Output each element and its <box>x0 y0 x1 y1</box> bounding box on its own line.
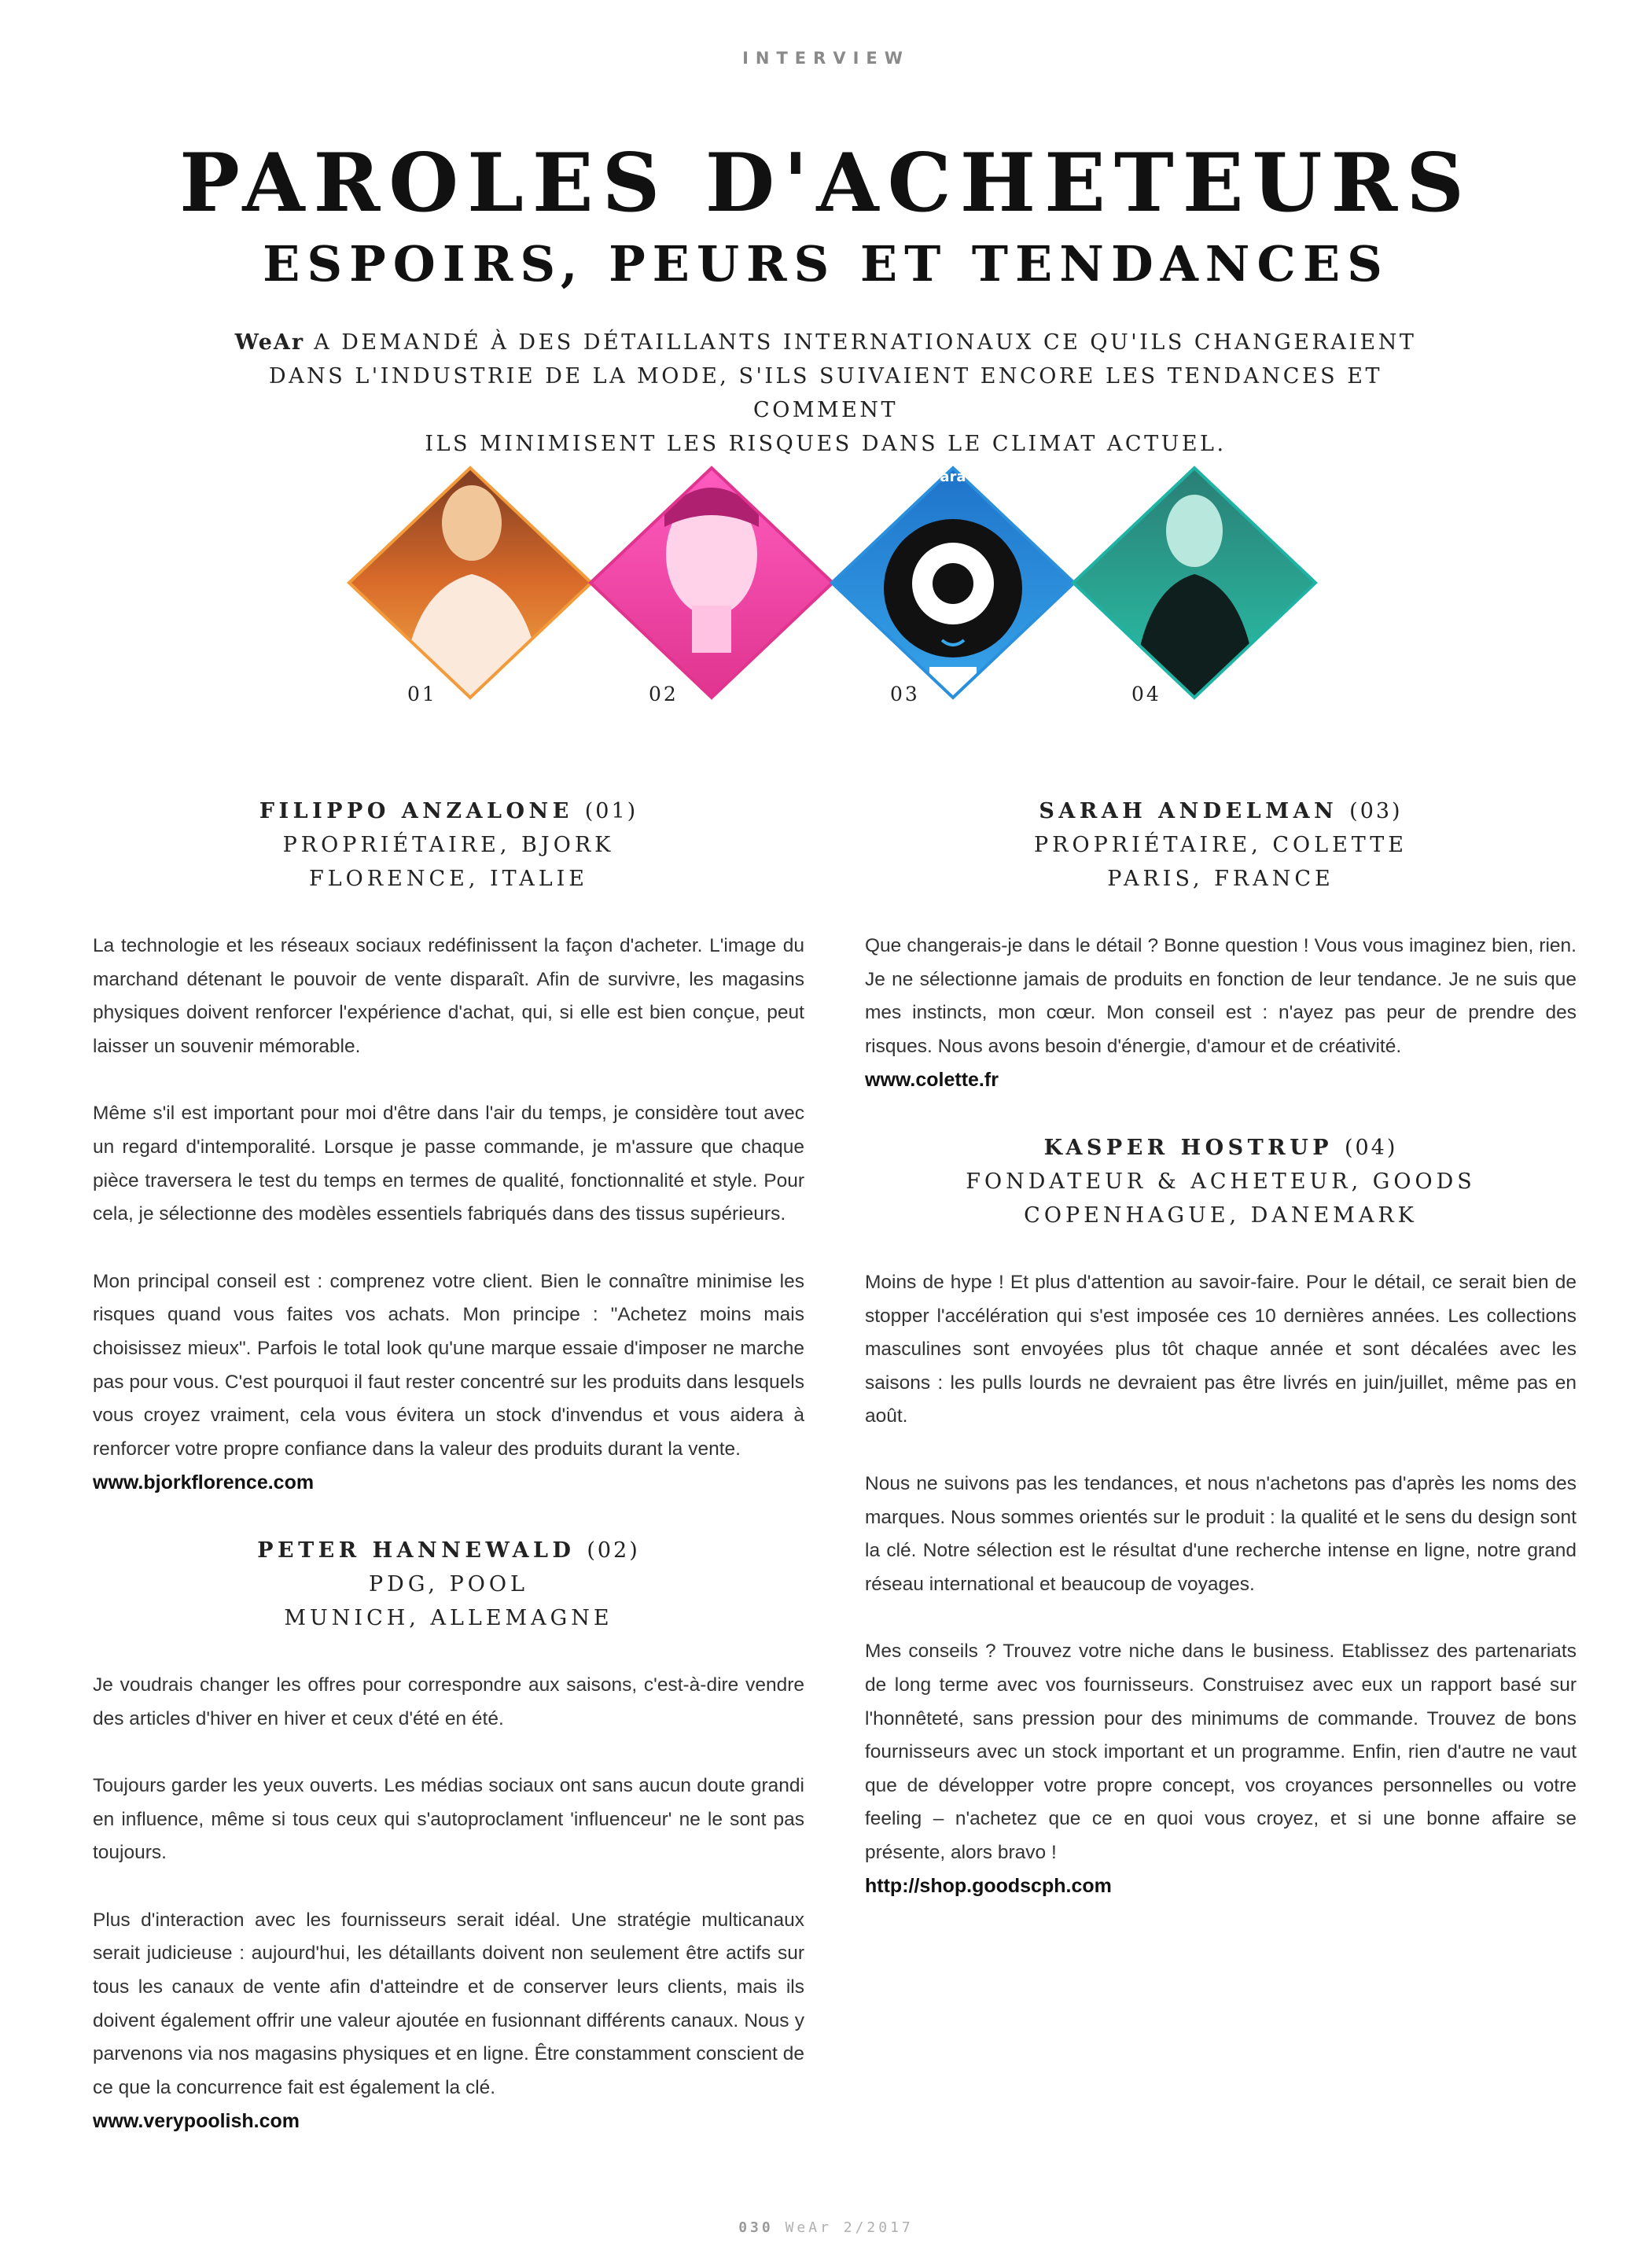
interviewee-number: (02) <box>587 1538 640 1563</box>
interview-header-kasper <box>865 1131 1577 1232</box>
paragraph: Moins de hype ! Et plus d'attention au savoir-faire. Pour le détail, ce serait bien de stopper l'accélération qui s'est imposée ces 10 dernières années. Les collections masculines sont envoyées plus tôt chaque année et sont décalées avec les saisons : les pulls lourds ne devraient pas être livrés en juin/juillet, même pas en août. <box>865 1271 1577 1427</box>
page-subtitle: ESPOIRS, PEURS ET TENDANCES <box>263 235 1389 293</box>
intro-line-2: DANS L'INDUSTRIE DE LA MODE, S'ILS SUIVAIENT ENCORE LES TENDANCES ET COMMENT <box>269 364 1382 422</box>
interviewee-location: COPENHAGUE, DANEMARK <box>1024 1202 1418 1228</box>
website-link-bjork[interactable]: www.bjorkflorence.com <box>93 1471 315 1494</box>
website-link-colette[interactable]: www.colette.fr <box>865 1069 999 1092</box>
paragraph: Que changerais-je dans le détail ? Bonne question ! Vous vous imaginez bien, rien. Je ne sélectionne jamais de produits en fonction de leur tendance. Je ne suis que mes instincts, mon cœur. Mon conseil est : n'ayez pas peur de prendre des risques. Nous avons besoin d'énergie, d'amour et de créativité. <box>865 935 1577 1057</box>
interviewee-name: PETER HANNEWALD <box>257 1538 576 1563</box>
paragraph: Plus d'interaction avec les fournisseurs serait idéal. Une stratégie multicanaux serait judicieuse : aujourd'hui, les détaillants doivent non seulement être actifs sur tous les canaux de vente afin d'atteindre et de conserver leurs clients, mais ils doivent également offrir une valeur ajoutée en fusionnant différents canaux. Nous y parvenons via nos magasins physiques et en ligne. Être constamment conscient de ce que la concurrence fait est également la clé. <box>93 1909 804 2098</box>
intro-line-3: ILS MINIMISENT LES RISQUES DANS LE CLIMAT ACTUEL. <box>425 432 1227 456</box>
portrait-strip <box>0 0 1652 755</box>
interview-header-peter <box>93 1534 804 1635</box>
website-link-pool[interactable]: www.verypoolish.com <box>93 2110 300 2133</box>
paragraph: Je voudrais changer les offres pour correspondre aux saisons, c'est-à-dire vendre des articles d'hiver en hiver et ceux d'été en été. <box>93 1674 804 1729</box>
interviewee-number: (04) <box>1344 1135 1398 1160</box>
portrait-number-01: 01 <box>407 683 437 705</box>
interviewee-location: FLORENCE, ITALIE <box>309 867 588 891</box>
left-column <box>93 794 804 2138</box>
interviewee-location: MUNICH, ALLEMAGNE <box>284 1605 613 1630</box>
portrait-02 <box>586 464 837 700</box>
interviewee-role: PDG, POOL <box>369 1571 528 1597</box>
interviewee-name: FILIPPO ANZALONE <box>259 799 573 823</box>
interview-header-sarah <box>865 794 1577 896</box>
section-tag: INTERVIEW <box>742 49 910 68</box>
page-number: 030 <box>738 2219 774 2236</box>
interviewee-location: PARIS, FRANCE <box>1107 867 1334 891</box>
portrait-number-04: 04 <box>1131 683 1161 705</box>
interviewee-role: FONDATEUR & ACHETEUR, GOODS <box>966 1169 1476 1194</box>
portrait-number-03: 03 <box>890 683 920 705</box>
right-column <box>865 794 1577 1903</box>
page-footer <box>0 2219 1652 2236</box>
interviewee-number: (03) <box>1349 799 1403 823</box>
page-title: PAROLES D'ACHETEURS <box>179 136 1473 230</box>
paragraph: Nous ne suivons pas les tendances, et nous n'achetons pas d'après les noms des marques. Nous sommes orientés sur le produit : la qualité et le sens du design sont la clé. Notre sélection est le résultat d'une recherche intense en ligne, notre grand réseau international et beaucoup de voyages. <box>865 1472 1577 1595</box>
interviewee-role: PROPRIÉTAIRE, COLETTE <box>1033 833 1408 857</box>
issue-label: WeAr 2/2017 <box>785 2219 914 2236</box>
portrait-01 <box>346 464 598 700</box>
portrait-03-logo: ara <box>940 469 966 485</box>
paragraph: Mes conseils ? Trouvez votre niche dans le business. Etablissez des partenariats de long terme avec vos fournisseurs. Construisez avec eux un rapport basé sur l'honnêteté, sans pression pour des minimums de commande. Trouvez de bons fournisseurs avec un stock important et un programme. Enfin, rien d'autre ne vaut que de développer votre propre concept, vos croyances personnelles ou votre feeling – n'achetez que ce en quoi vous croyez, et si une bonne affaire se présente, alors bravo ! <box>865 1641 1577 1863</box>
portrait-03 <box>826 464 1077 700</box>
interviewee-number: (01) <box>584 799 638 823</box>
paragraph: Même s'il est important pour moi d'être dans l'air du temps, je considère tout avec un regard d'intemporalité. Lorsque je passe commande, je m'assure que chaque pièce traversera le test du temps en termes de qualité, fonctionnalité et style. Pour cela, je sélectionne des modèles essentiels fabriqués dans des tissus supérieurs. <box>93 1103 804 1225</box>
portrait-04 <box>1069 464 1321 700</box>
interview-header-filippo <box>93 794 804 896</box>
paragraph: La technologie et les réseaux sociaux redéfinissent la façon d'acheter. L'image du marchand détenant le pouvoir de vente disparaît. Afin de survivre, les magasins physiques doivent renforcer l'expérience d'achat, qui, si elle est bien conçue, peut laisser un souvenir mémorable. <box>93 935 804 1057</box>
paragraph: Mon principal conseil est : comprenez votre client. Bien le connaître minimise les risques quand vous faites vos achats. Mon principe : "Achetez moins mais choisissez mieux". Parfois le total look qu'une marque essaie d'imposer ne marche pas pour vous. C'est pourquoi il faut rester concentré sur les produits dans lesquels vous croyez vraiment, cela vous évitera un stock d'invendus et vous aidera à renforcer votre propre confiance dans la valeur des produits durant la vente. <box>93 1270 804 1460</box>
portrait-number-02: 02 <box>649 683 679 705</box>
intro-line-1: A DEMANDÉ À DES DÉTAILLANTS INTERNATIONAUX CE QU'ILS CHANGERAIENT <box>314 330 1417 355</box>
paragraph: Toujours garder les yeux ouverts. Les médias sociaux ont sans aucun doute grandi en influence, même si tous ceux qui s'autoproclament 'influenceur' ne le sont pas toujours. <box>93 1775 804 1864</box>
website-link-goods[interactable]: http://shop.goodscph.com <box>865 1875 1112 1898</box>
interviewee-name: KASPER HOSTRUP <box>1043 1135 1334 1160</box>
interviewee-name: SARAH ANDELMAN <box>1039 799 1338 823</box>
intro-brand: WeAr <box>234 330 305 355</box>
interviewee-role: PROPRIÉTAIRE, BJORK <box>282 833 615 857</box>
